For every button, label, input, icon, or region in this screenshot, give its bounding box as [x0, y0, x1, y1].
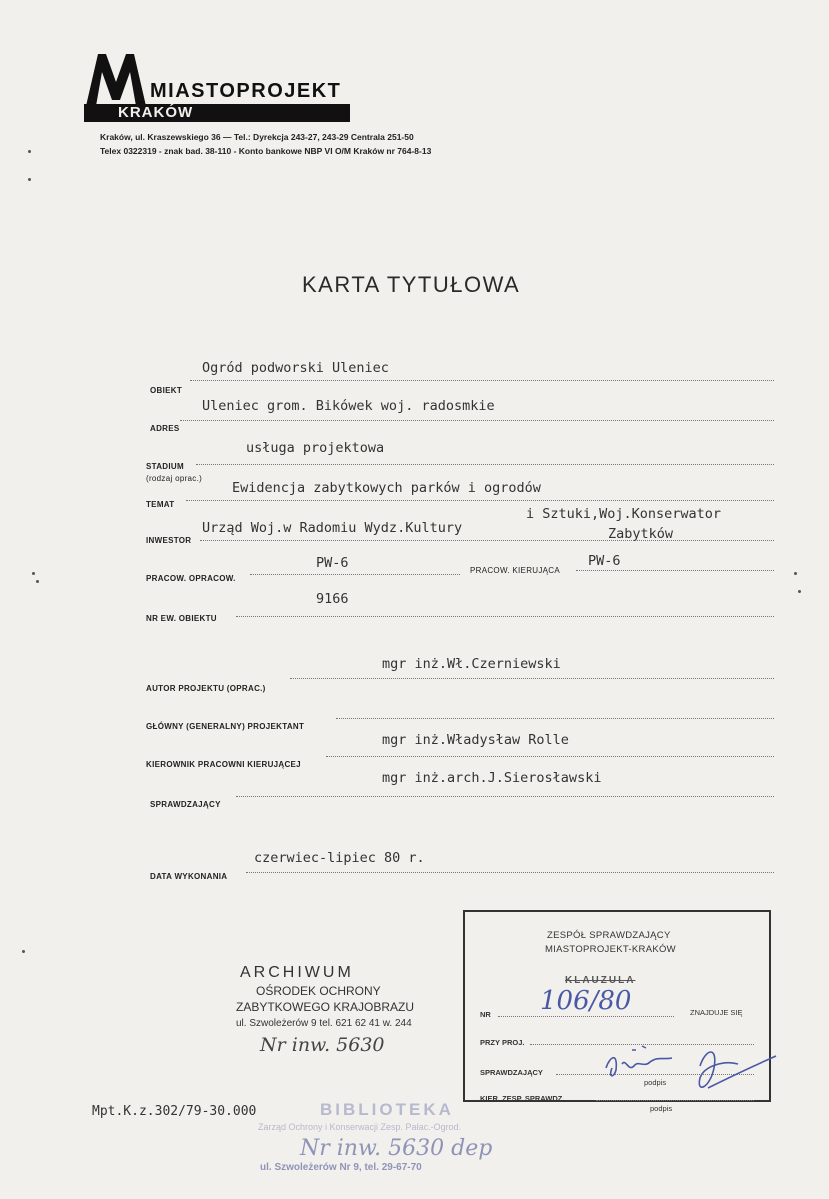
sprawdzajacy-label: SPRAWDZAJĄCY: [150, 800, 221, 809]
verification-nr-value: 106/80: [540, 986, 632, 1016]
data-value: czerwiec-lipiec 80 r.: [254, 850, 425, 866]
verification-sprawdz-label: SPRAWDZAJĄCY: [480, 1068, 543, 1077]
library-stamp-title: BIBLIOTEKA: [320, 1100, 454, 1119]
archive-stamp-line1: OŚRODEK OCHRONY: [256, 984, 381, 998]
nr-ewid-value: 9166: [316, 591, 349, 607]
adres-value: Uleniec grom. Bikówek woj. radosmkie: [202, 398, 495, 414]
obiekt-label: OBIEKT: [150, 386, 183, 395]
verification-podpis1: podpis: [644, 1078, 667, 1087]
adres-line: [180, 420, 774, 421]
glowny-line: [336, 718, 774, 719]
stadium-value: usługa projektowa: [246, 440, 385, 456]
temat-line: [186, 500, 774, 501]
autor-value: mgr inż.Wł.Czerniewski: [382, 656, 561, 672]
print-reference: Mpt.K.z.302/79-30.000: [92, 1104, 257, 1119]
inwestor-value-right: i Sztuki,Woj.Konserwator: [526, 506, 722, 522]
sprawdzajacy-line: [236, 796, 774, 797]
verification-znajduje: ZNAJDUJE SIĘ: [690, 1008, 743, 1017]
stadium-label: STADIUM: [146, 462, 184, 471]
letterhead-address-1: Kraków, ul. Kraszewskiego 36 — Tel.: Dyrekcja 243-27, 243-29 Centrala 251-50: [100, 132, 414, 142]
pracow-kier-value: PW-6: [588, 553, 621, 569]
archive-inventory-handwritten: Nr inw. 5630: [260, 1034, 385, 1056]
adres-label: ADRES: [150, 424, 180, 433]
kierownik-value: mgr inż.Władysław Rolle: [382, 732, 569, 748]
data-label: DATA WYKONANIA: [150, 872, 228, 881]
inwestor-line: [200, 540, 774, 541]
sprawdzajacy-value: mgr inż.arch.J.Sierosławski: [382, 770, 602, 786]
verification-przy-label: PRZY PROJ.: [480, 1038, 525, 1047]
inwestor-label: INWESTOR: [146, 536, 192, 545]
nr-ewid-label: NR EW. OBIEKTU: [146, 614, 217, 623]
temat-label: TEMAT: [146, 500, 175, 509]
pracow-oprac-line: [250, 574, 460, 575]
signature-icon: [588, 1038, 778, 1108]
inwestor-value: Urząd Woj.w Radomiu Wydz.Kultury: [202, 520, 463, 536]
verification-kier-label: KIER. ZESP. SPRAWDZ.: [480, 1094, 565, 1103]
pracow-kier-label: PRACOW. KIERUJĄCA: [470, 566, 561, 575]
archive-stamp-address: ul. Szwoleżerów 9 tel. 621 62 41 w. 244: [236, 1018, 412, 1029]
letterhead-address-2: Telex 0322319 - znak bad. 38-110 - Konto bankowe NBP VI O/M Kraków nr 764-8-13: [100, 146, 432, 156]
data-line: [246, 872, 774, 873]
library-stamp-sub: Zarząd Ochrony i Konserwacji Zesp. Pałac.-Ogrod.: [258, 1122, 462, 1132]
nr-ewid-line: [236, 616, 774, 617]
verification-podpis2: podpis: [650, 1104, 673, 1113]
verification-nr-line: [498, 1016, 674, 1017]
brand-city: KRAKÓW: [118, 104, 194, 121]
inwestor-value-right2: Zabytków: [608, 526, 674, 542]
brand-name: MIASTOPROJEKT: [150, 80, 342, 102]
glowny-label: GŁÓWNY (GENERALNY) PROJEKTANT: [146, 722, 305, 731]
verification-head2: MIASTOPROJEKT-KRAKÓW: [545, 944, 676, 955]
pracow-oprac-label: PRACOW. OPRACOW.: [146, 574, 236, 583]
library-inventory-handwritten: Nr inw. 5630 dep: [300, 1136, 493, 1161]
temat-value: Ewidencja zabytkowych parków i ogrodów: [232, 480, 541, 496]
library-stamp-address: ul. Szwoleżerów Nr 9, tel. 29-67-70: [260, 1162, 422, 1173]
obiekt-value: Ogród podworski Uleniec: [202, 360, 389, 376]
miastoprojekt-logo-icon: [84, 48, 148, 112]
stadium-sublabel: (rodzaj oprac.): [146, 474, 203, 483]
archive-stamp-line2: ZABYTKOWEGO KRAJOBRAZU: [236, 1000, 415, 1014]
kierownik-line: [326, 756, 774, 757]
kierownik-label: KIEROWNIK PRACOWNI KIERUJĄCEJ: [146, 760, 301, 769]
verification-head1: ZESPÓŁ SPRAWDZAJĄCY: [547, 930, 671, 941]
autor-line: [290, 678, 774, 679]
document-title: KARTA TYTUŁOWA: [302, 272, 521, 297]
archive-stamp-title: ARCHIWUM: [240, 964, 354, 981]
verification-klauzula: KLAUZULA: [565, 975, 636, 986]
autor-label: AUTOR PROJEKTU (OPRAC.): [146, 684, 266, 693]
stadium-line: [196, 464, 774, 465]
pracow-oprac-value: PW-6: [316, 555, 349, 571]
pracow-kier-line: [576, 570, 774, 571]
verification-nr-label: NR: [480, 1010, 491, 1019]
obiekt-line: [190, 380, 774, 381]
